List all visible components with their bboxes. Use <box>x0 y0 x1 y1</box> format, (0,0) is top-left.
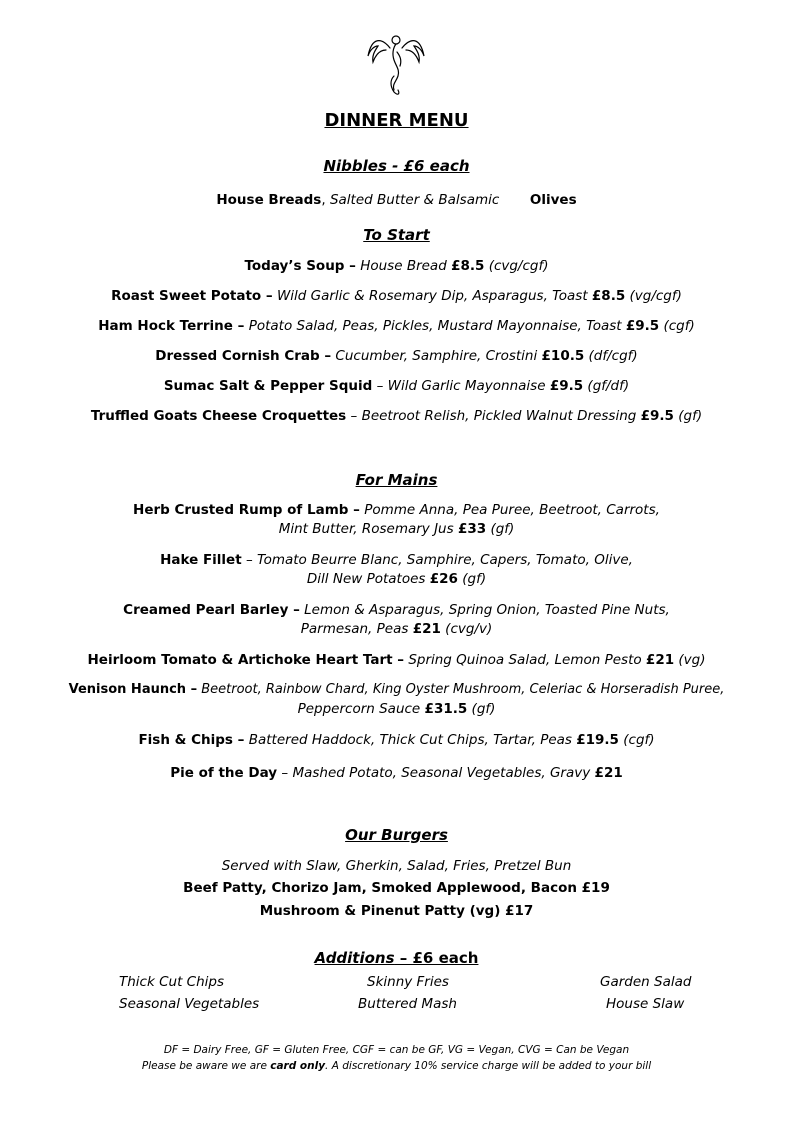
item-desc: Spring Quinoa Salad, Lemon Pesto <box>408 652 642 668</box>
page-title: DINNER MENU <box>324 110 469 131</box>
menu-item <box>0 502 793 518</box>
menu-item <box>0 408 793 424</box>
payment-note-bold: card only <box>270 1060 326 1072</box>
item-name: Fish & Chips – <box>138 732 245 748</box>
item-name: Sumac Salt & Pepper Squid <box>163 378 373 394</box>
item-name: Pie of the Day <box>170 765 278 781</box>
addition-item: House Slaw <box>606 996 685 1012</box>
menu-item <box>0 652 793 668</box>
addition-item: Garden Salad <box>600 974 692 990</box>
menu-item <box>0 602 793 618</box>
angel-logo-icon <box>364 26 428 98</box>
item-price: £9.5 <box>625 318 660 334</box>
addition-item: Thick Cut Chips <box>119 974 224 990</box>
starters-heading: To Start <box>363 226 430 244</box>
item-price: £9.5 <box>640 408 674 424</box>
item-separator: , <box>321 192 330 208</box>
menu-item <box>0 318 793 334</box>
menu-item <box>0 348 793 364</box>
dietary-key: DF = Dairy Free, GF = Gluten Free, CGF = can be GF, VG = Vegan, CVG = Can be Vegan <box>163 1044 630 1056</box>
addition-item: Skinny Fries <box>367 974 449 990</box>
item-price: £9.5 <box>549 378 584 394</box>
payment-note-post: . A discretionary 10% service charge will be added to your bill <box>325 1060 652 1072</box>
item-diet: (cvg/v) <box>445 621 493 637</box>
item-name: Herb Crusted Rump of Lamb – <box>133 502 360 518</box>
menu-item <box>0 288 793 304</box>
additions-heading-label: Additions <box>314 949 395 967</box>
item-diet: (gf/df) <box>587 378 630 394</box>
menu-item-cont <box>0 521 793 537</box>
menu-item-cont <box>0 701 793 717</box>
item-desc: House Bread <box>360 258 447 274</box>
item-diet: (cvg/cgf) <box>488 258 549 274</box>
item-diet: (cgf) <box>623 732 655 748</box>
menu-item <box>0 378 793 394</box>
item-diet: (gf) <box>490 521 515 537</box>
item-name: Venison Haunch – <box>68 682 198 697</box>
menu-item <box>0 258 793 274</box>
item-diet: (gf) <box>471 701 496 717</box>
burger-item: Mushroom & Pinenut Patty (vg) £17 <box>259 903 534 919</box>
additions-heading-price: – £6 each <box>394 949 479 967</box>
item-diet: (vg/cgf) <box>629 288 682 304</box>
item-name: Creamed Pearl Barley – <box>123 602 300 618</box>
item-price: £26 <box>429 571 458 587</box>
item-desc: Wild Garlic & Rosemary Dip, Asparagus, Toast <box>276 288 588 304</box>
item-dash: – <box>346 408 362 424</box>
nibbles-heading: Nibbles - £6 each <box>323 157 470 175</box>
item-desc: Wild Garlic Mayonnaise <box>387 378 546 394</box>
item-desc: Tomato Beurre Blanc, Samphire, Capers, Tomato, Olive, <box>257 552 633 568</box>
addition-item: Seasonal Vegetables <box>119 996 260 1012</box>
item-name: Dressed Cornish Crab – <box>155 348 332 364</box>
item-diet: (vg) <box>678 652 706 668</box>
item-name: Olives <box>529 192 577 208</box>
item-desc: Lemon & Asparagus, Spring Onion, Toasted Pine Nuts, <box>304 602 670 618</box>
menu-item-cont <box>0 621 793 637</box>
item-price: £21 <box>412 621 441 637</box>
item-price: £21 <box>594 765 623 781</box>
burger-item: Beef Patty, Chorizo Jam, Smoked Applewood, Bacon £19 <box>183 880 610 896</box>
addition-item: Buttered Mash <box>358 996 457 1012</box>
payment-note <box>0 1060 793 1072</box>
additions-heading <box>0 949 793 967</box>
item-price: £8.5 <box>591 288 626 304</box>
item-desc: Beetroot, Rainbow Chard, King Oyster Mushroom, Celeriac & Horseradish Puree, <box>201 682 725 697</box>
mains-heading: For Mains <box>355 471 438 489</box>
item-desc: Cucumber, Samphire, Crostini <box>335 348 538 364</box>
item-price: £31.5 <box>424 701 468 717</box>
item-diet: (gf) <box>462 571 487 587</box>
item-name: House Breads <box>216 192 322 208</box>
item-diet: (cgf) <box>663 318 695 334</box>
item-dash: – <box>277 765 293 781</box>
item-desc: Mashed Potato, Seasonal Vegetables, Gravy <box>292 765 591 781</box>
item-dash: – <box>241 552 257 568</box>
menu-item <box>0 552 793 568</box>
item-price: £19.5 <box>576 732 619 748</box>
item-desc: Pomme Anna, Pea Puree, Beetroot, Carrots, <box>364 502 660 518</box>
item-desc: Beetroot Relish, Pickled Walnut Dressing <box>361 408 637 424</box>
item-desc-2: Peppercorn Sauce <box>297 701 421 717</box>
item-price: £8.5 <box>451 258 485 274</box>
menu-item <box>0 732 793 748</box>
item-price: £21 <box>645 652 675 668</box>
item-desc-2: Parmesan, Peas <box>300 621 409 637</box>
menu-item-cont <box>0 571 793 587</box>
item-desc: Salted Butter & Balsamic <box>329 192 500 208</box>
burgers-subtitle: Served with Slaw, Gherkin, Salad, Fries, Pretzel Bun <box>221 858 572 874</box>
item-name: Ham Hock Terrine – <box>98 318 245 334</box>
item-desc-2: Mint Butter, Rosemary Jus <box>278 521 454 537</box>
menu-item <box>0 765 793 781</box>
item-name: Hake Fillet <box>160 552 242 568</box>
item-diet: (df/cgf) <box>588 348 638 364</box>
item-name: Truffled Goats Cheese Croquettes <box>90 408 347 424</box>
menu-item <box>0 682 793 697</box>
nibbles-line <box>0 192 793 208</box>
item-name: Roast Sweet Potato – <box>111 288 273 304</box>
item-desc: Potato Salad, Peas, Pickles, Mustard Mayonnaise, Toast <box>248 318 622 334</box>
item-desc: Battered Haddock, Thick Cut Chips, Tartar, Peas <box>248 732 572 748</box>
item-dash: – <box>372 378 388 394</box>
item-diet: (gf) <box>678 408 703 424</box>
burgers-heading: Our Burgers <box>345 826 448 844</box>
item-price: £10.5 <box>541 348 585 364</box>
item-name: Heirloom Tomato & Artichoke Heart Tart – <box>87 652 405 668</box>
item-name: Today’s Soup – <box>244 258 356 274</box>
item-price: £33 <box>457 521 487 537</box>
item-desc-2: Dill New Potatoes <box>306 571 426 587</box>
payment-note-pre: Please be aware we are <box>141 1060 271 1072</box>
